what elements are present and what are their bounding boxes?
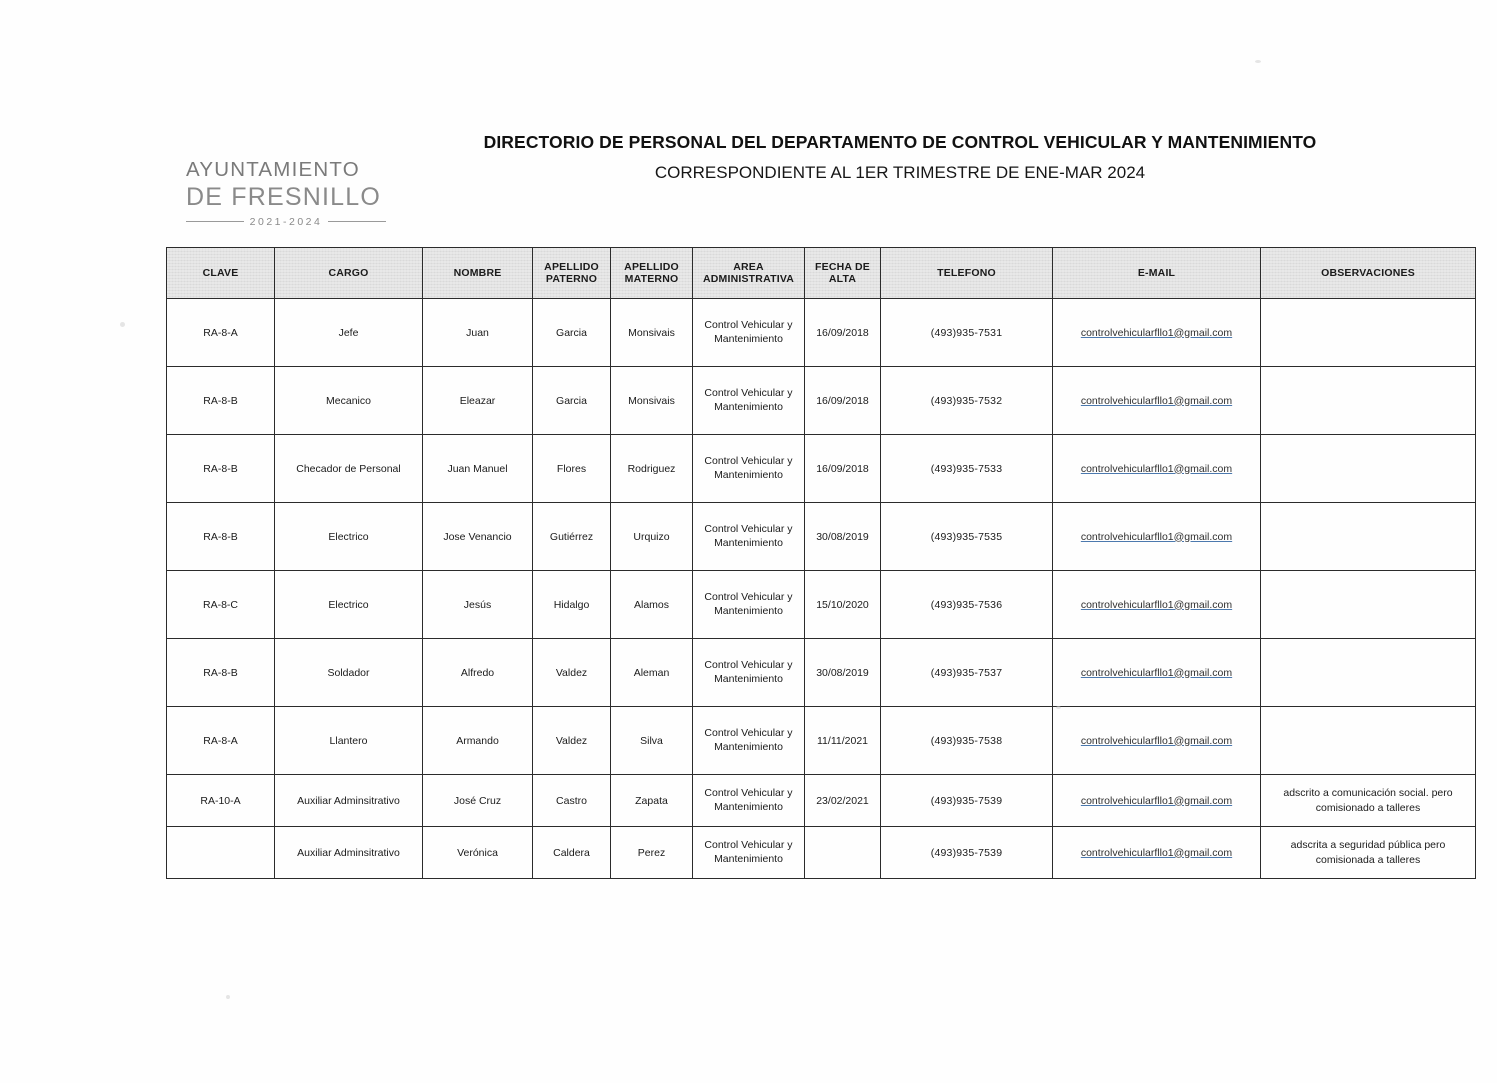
cell-observaciones xyxy=(1261,435,1476,503)
cell-fecha-de-alta: 30/08/2019 xyxy=(805,503,881,571)
cell-email[interactable]: controlvehicularfllo1@gmail.com xyxy=(1053,299,1261,367)
cell-clave: RA-8-A xyxy=(167,299,275,367)
cell-telefono: (493)935-7535 xyxy=(881,503,1053,571)
cell-telefono: (493)935-7539 xyxy=(881,827,1053,879)
cell-cargo: Checador de Personal xyxy=(275,435,423,503)
cell-area-administrativa: Control Vehicular y Mantenimiento xyxy=(693,367,805,435)
scan-speck xyxy=(1056,706,1061,709)
cell-clave: RA-10-A xyxy=(167,775,275,827)
cell-apellido-materno: Alamos xyxy=(611,571,693,639)
cell-apellido-materno: Monsivais xyxy=(611,299,693,367)
cell-observaciones xyxy=(1261,571,1476,639)
cell-observaciones xyxy=(1261,503,1476,571)
cell-cargo: Auxiliar Adminsitrativo xyxy=(275,827,423,879)
cell-observaciones xyxy=(1261,639,1476,707)
cell-email[interactable]: controlvehicularfllo1@gmail.com xyxy=(1053,639,1261,707)
cell-apellido-paterno: Valdez xyxy=(533,639,611,707)
cell-area-administrativa: Control Vehicular y Mantenimiento xyxy=(693,775,805,827)
cell-cargo: Auxiliar Adminsitrativo xyxy=(275,775,423,827)
cell-fecha-de-alta: 30/08/2019 xyxy=(805,639,881,707)
cell-observaciones xyxy=(1261,299,1476,367)
cell-nombre: José Cruz xyxy=(423,775,533,827)
cell-apellido-paterno: Caldera xyxy=(533,827,611,879)
header-block xyxy=(400,132,1400,183)
table-body xyxy=(167,299,1476,879)
cell-nombre: Jesús xyxy=(423,571,533,639)
cell-clave: RA-8-C xyxy=(167,571,275,639)
cell-telefono: (493)935-7536 xyxy=(881,571,1053,639)
column-header-apellido-materno: APELLIDO MATERNO xyxy=(611,248,693,299)
table-header-row xyxy=(167,248,1476,299)
column-header-email: E-MAIL xyxy=(1053,248,1261,299)
cell-telefono: (493)935-7539 xyxy=(881,775,1053,827)
cell-fecha-de-alta: 16/09/2018 xyxy=(805,435,881,503)
cell-area-administrativa: Control Vehicular y Mantenimiento xyxy=(693,571,805,639)
table-row xyxy=(167,707,1476,775)
cell-apellido-materno: Silva xyxy=(611,707,693,775)
column-header-fecha-de-alta: FECHA DE ALTA xyxy=(805,248,881,299)
cell-clave: RA-8-A xyxy=(167,707,275,775)
cell-area-administrativa: Control Vehicular y Mantenimiento xyxy=(693,299,805,367)
cell-observaciones xyxy=(1261,367,1476,435)
cell-email[interactable]: controlvehicularfllo1@gmail.com xyxy=(1053,775,1261,827)
cell-email[interactable]: controlvehicularfllo1@gmail.com xyxy=(1053,827,1261,879)
logo-line-years: 2021-2024 xyxy=(186,217,386,228)
cell-apellido-materno: Rodriguez xyxy=(611,435,693,503)
cell-area-administrativa: Control Vehicular y Mantenimiento xyxy=(693,435,805,503)
logo-line-ayuntamiento: AYUNTAMIENTO xyxy=(186,158,360,181)
cell-fecha-de-alta: 16/09/2018 xyxy=(805,367,881,435)
cell-email[interactable]: controlvehicularfllo1@gmail.com xyxy=(1053,367,1261,435)
cell-cargo: Soldador xyxy=(275,639,423,707)
logo-line-fresnillo: DE FRESNILLO xyxy=(186,182,382,211)
column-header-cargo: CARGO xyxy=(275,248,423,299)
cell-nombre: Juan Manuel xyxy=(423,435,533,503)
column-header-telefono: TELEFONO xyxy=(881,248,1053,299)
scan-speck xyxy=(120,322,125,327)
table-row xyxy=(167,639,1476,707)
directory-table xyxy=(166,247,1476,879)
cell-fecha-de-alta: 11/11/2021 xyxy=(805,707,881,775)
cell-area-administrativa: Control Vehicular y Mantenimiento xyxy=(693,503,805,571)
ayuntamiento-logo xyxy=(186,160,386,227)
cell-telefono: (493)935-7532 xyxy=(881,367,1053,435)
cell-apellido-paterno: Garcia xyxy=(533,367,611,435)
column-header-area-administrativa: AREA ADMINISTRATIVA xyxy=(693,248,805,299)
cell-fecha-de-alta xyxy=(805,827,881,879)
cell-fecha-de-alta: 23/02/2021 xyxy=(805,775,881,827)
cell-clave: RA-8-B xyxy=(167,367,275,435)
cell-telefono: (493)935-7538 xyxy=(881,707,1053,775)
page-title: DIRECTORIO DE PERSONAL DEL DEPARTAMENTO DE CONTROL VEHICULAR Y MANTENIMIENTO xyxy=(483,132,1317,152)
table-row xyxy=(167,435,1476,503)
cell-telefono: (493)935-7531 xyxy=(881,299,1053,367)
page-subtitle: CORRESPONDIENTE AL 1ER TRIMESTRE DE ENE-MAR 2024 xyxy=(654,163,1146,182)
cell-nombre: Armando xyxy=(423,707,533,775)
cell-clave: RA-8-B xyxy=(167,435,275,503)
cell-area-administrativa: Control Vehicular y Mantenimiento xyxy=(693,827,805,879)
table-row xyxy=(167,571,1476,639)
cell-apellido-materno: Perez xyxy=(611,827,693,879)
column-header-clave: CLAVE xyxy=(167,248,275,299)
table-row xyxy=(167,827,1476,879)
column-header-observaciones: OBSERVACIONES xyxy=(1261,248,1476,299)
column-header-nombre: NOMBRE xyxy=(423,248,533,299)
cell-apellido-materno: Zapata xyxy=(611,775,693,827)
cell-clave: RA-8-B xyxy=(167,639,275,707)
cell-apellido-paterno: Hidalgo xyxy=(533,571,611,639)
cell-area-administrativa: Control Vehicular y Mantenimiento xyxy=(693,707,805,775)
table-row xyxy=(167,299,1476,367)
scan-speck xyxy=(226,995,230,999)
table-row xyxy=(167,775,1476,827)
cell-apellido-paterno: Flores xyxy=(533,435,611,503)
cell-cargo: Mecanico xyxy=(275,367,423,435)
cell-cargo: Jefe xyxy=(275,299,423,367)
cell-nombre: Alfredo xyxy=(423,639,533,707)
cell-cargo: Electrico xyxy=(275,503,423,571)
cell-email[interactable]: controlvehicularfllo1@gmail.com xyxy=(1053,571,1261,639)
scan-speck xyxy=(1255,60,1261,63)
cell-observaciones: adscrita a seguridad pública pero comisionada a talleres xyxy=(1261,827,1476,879)
cell-observaciones: adscrito a comunicación social. pero comisionado a talleres xyxy=(1261,775,1476,827)
cell-email[interactable]: controlvehicularfllo1@gmail.com xyxy=(1053,503,1261,571)
cell-apellido-paterno: Castro xyxy=(533,775,611,827)
cell-cargo: Electrico xyxy=(275,571,423,639)
cell-clave: RA-8-B xyxy=(167,503,275,571)
table-header xyxy=(167,248,1476,299)
cell-fecha-de-alta: 16/09/2018 xyxy=(805,299,881,367)
cell-observaciones xyxy=(1261,707,1476,775)
cell-apellido-paterno: Gutiérrez xyxy=(533,503,611,571)
cell-area-administrativa: Control Vehicular y Mantenimiento xyxy=(693,639,805,707)
cell-apellido-materno: Urquizo xyxy=(611,503,693,571)
cell-email[interactable]: controlvehicularfllo1@gmail.com xyxy=(1053,707,1261,775)
cell-apellido-materno: Aleman xyxy=(611,639,693,707)
column-header-apellido-paterno: APELLIDO PATERNO xyxy=(533,248,611,299)
table-row xyxy=(167,503,1476,571)
cell-telefono: (493)935-7537 xyxy=(881,639,1053,707)
cell-apellido-paterno: Garcia xyxy=(533,299,611,367)
cell-nombre: Eleazar xyxy=(423,367,533,435)
cell-nombre: Verónica xyxy=(423,827,533,879)
cell-email[interactable]: controlvehicularfllo1@gmail.com xyxy=(1053,435,1261,503)
cell-apellido-materno: Monsivais xyxy=(611,367,693,435)
cell-fecha-de-alta: 15/10/2020 xyxy=(805,571,881,639)
table-row xyxy=(167,367,1476,435)
cell-clave xyxy=(167,827,275,879)
cell-nombre: Jose Venancio xyxy=(423,503,533,571)
cell-telefono: (493)935-7533 xyxy=(881,435,1053,503)
cell-nombre: Juan xyxy=(423,299,533,367)
cell-cargo: Llantero xyxy=(275,707,423,775)
cell-apellido-paterno: Valdez xyxy=(533,707,611,775)
directory-table-container xyxy=(166,247,1457,879)
